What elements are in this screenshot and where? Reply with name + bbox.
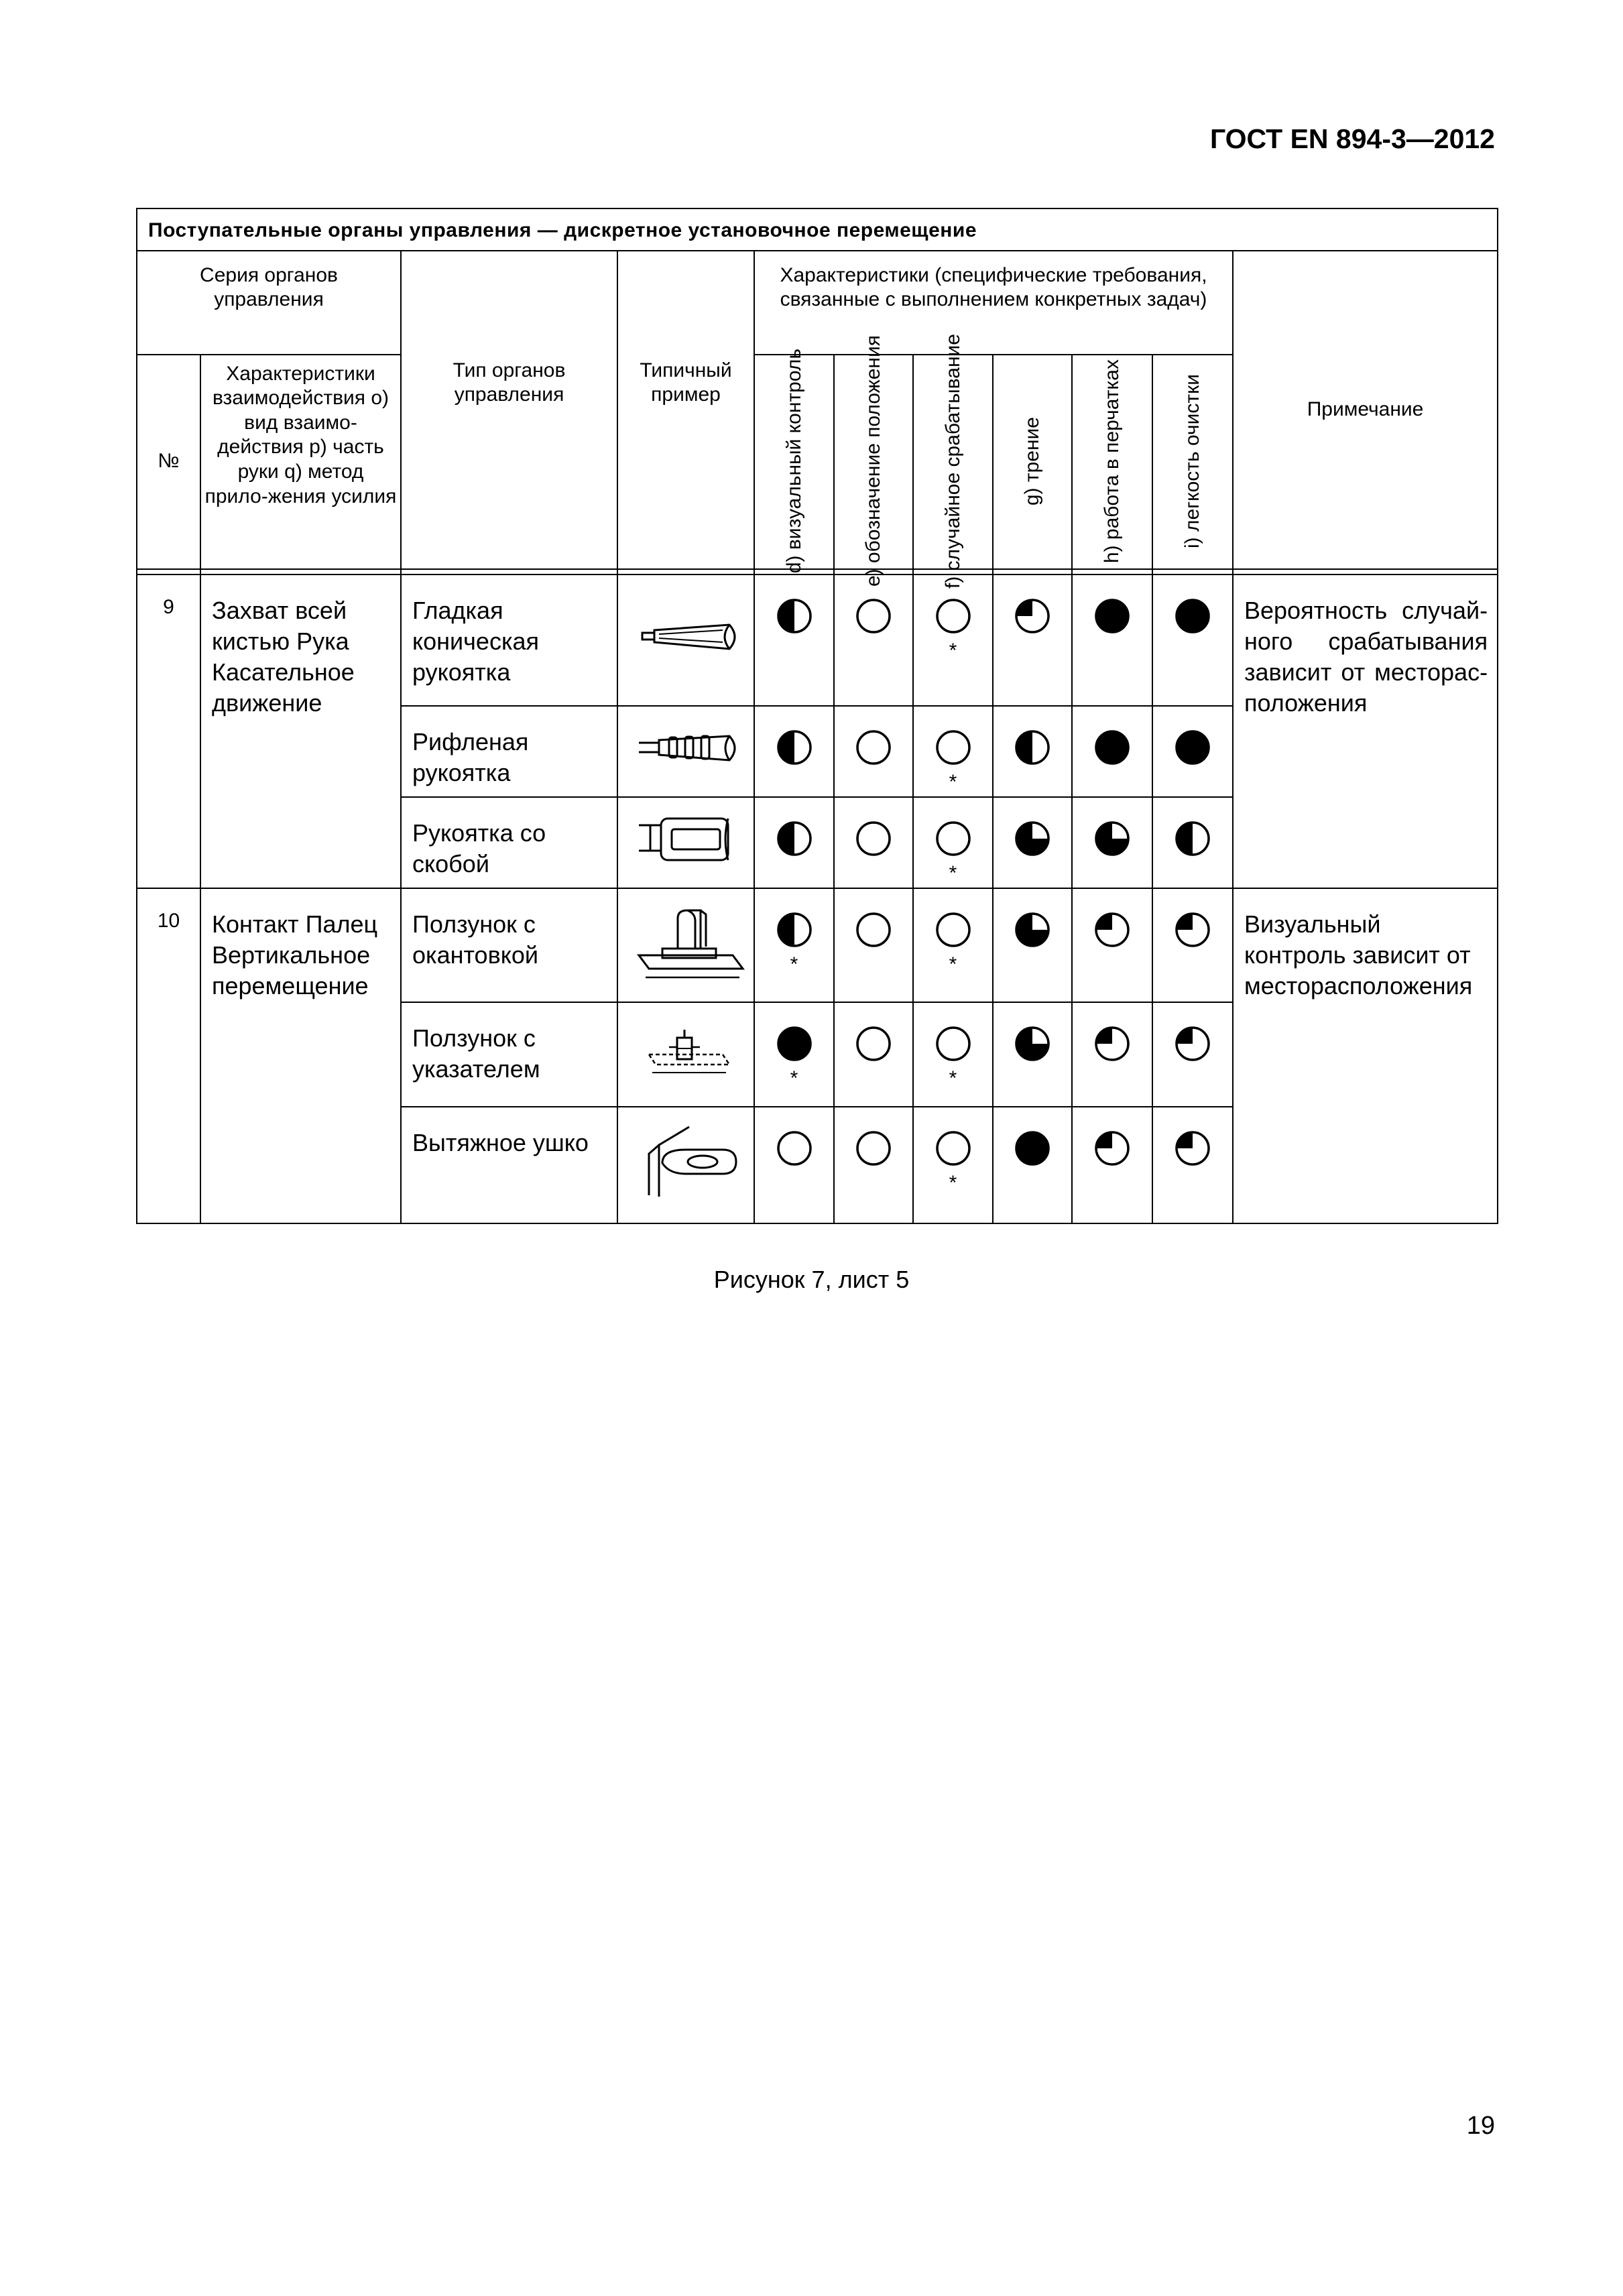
rating-empty-icon — [934, 728, 973, 767]
control-type: Рукоятка со скобой — [401, 797, 617, 888]
mark-cell: * — [913, 888, 993, 1002]
mark-cell: * — [913, 575, 993, 706]
rating-quarter-icon — [1173, 910, 1212, 949]
mark-cell — [754, 575, 834, 706]
control-type: Ползунок с указателем — [401, 1002, 617, 1107]
col-header-gloves: h) работа в перчатках — [1072, 355, 1152, 569]
mark-cell — [1072, 575, 1152, 706]
mark-cell — [1072, 706, 1152, 797]
pointer-slider-icon — [629, 1018, 743, 1085]
mark-cell: * — [754, 1002, 834, 1107]
rating-empty-icon — [854, 597, 893, 636]
rating-full-icon — [1013, 1129, 1052, 1168]
rating-empty-icon — [775, 1129, 814, 1168]
mark-cell — [993, 797, 1072, 888]
control-type: Ползунок с окантовкой — [401, 888, 617, 1002]
rating-empty-icon — [854, 1129, 893, 1168]
document-code: ГОСТ EN 894-3—2012 — [1209, 123, 1495, 154]
rating-full-icon — [1173, 728, 1212, 767]
mark-cell — [993, 1002, 1072, 1107]
rating-quarter-icon — [1093, 1129, 1132, 1168]
rating-empty-icon — [934, 1024, 973, 1063]
mark-cell: * — [913, 797, 993, 888]
rating-empty-icon — [854, 1024, 893, 1063]
mark-cell — [993, 1107, 1072, 1223]
mark-cell — [1152, 706, 1233, 797]
rating-quarter-icon — [1173, 1129, 1212, 1168]
col-header-accidental: f) случайное срабатывание — [913, 355, 993, 569]
mark-cell — [1152, 797, 1233, 888]
row-note: Вероятность случай-ного срабатывания зависит от месторас-положения — [1233, 575, 1498, 888]
note-header: Примечание — [1233, 251, 1498, 569]
ribbed-handle-icon — [629, 721, 743, 775]
mark-cell — [1072, 1107, 1152, 1223]
row-number: 10 — [137, 888, 200, 1223]
rating-empty-icon — [854, 728, 893, 767]
series-header: Серия органов управления — [137, 251, 401, 355]
col-header-position: e) обозначение положения — [834, 355, 913, 569]
mark-cell — [754, 1107, 834, 1223]
mark-cell — [1072, 1002, 1152, 1107]
page-number: 19 — [1466, 2112, 1495, 2140]
controls-table — [136, 208, 1498, 1224]
mark-cell: * — [754, 888, 834, 1002]
mark-cell — [834, 575, 913, 706]
rating-half-icon — [1173, 819, 1212, 858]
mark-cell — [993, 575, 1072, 706]
rating-half-icon — [775, 728, 814, 767]
rating-three-quarter-icon — [1013, 1024, 1052, 1063]
rating-three-quarter-icon — [1093, 819, 1132, 858]
rating-half-icon — [775, 819, 814, 858]
row-number: 9 — [137, 575, 200, 888]
rating-quarter-icon — [1173, 1024, 1212, 1063]
interaction-header: Характеристики взаимодействия o) вид взаимо-действия p) часть руки q) метод прило-жения усилия — [200, 355, 401, 569]
mark-cell: * — [913, 1002, 993, 1107]
mark-cell — [993, 888, 1072, 1002]
mark-cell — [834, 797, 913, 888]
rating-empty-icon — [934, 910, 973, 949]
type-header: Тип органов управления — [401, 251, 617, 569]
rating-full-icon — [1173, 597, 1212, 636]
rating-empty-icon — [934, 819, 973, 858]
characteristics-header: Характеристики (специфические требования, связанные с выполнением конкретных задач) — [754, 251, 1233, 355]
rating-quarter-icon — [1013, 597, 1052, 636]
pull-tab-icon — [629, 1122, 743, 1202]
mark-cell — [1072, 797, 1152, 888]
mark-cell — [1152, 575, 1233, 706]
interaction-description: Контакт Палец Вертикальное перемещение — [200, 888, 401, 1223]
rating-half-icon — [775, 910, 814, 949]
mark-cell — [834, 888, 913, 1002]
smooth-conical-handle-icon — [629, 610, 743, 664]
row-note: Визуальный контроль зависит от месторасположения — [1233, 888, 1498, 1223]
rating-full-icon — [1093, 728, 1132, 767]
mark-cell — [1152, 1002, 1233, 1107]
mark-cell — [1072, 888, 1152, 1002]
header-separator — [137, 569, 1498, 575]
rating-empty-icon — [854, 819, 893, 858]
mark-cell — [1152, 1107, 1233, 1223]
rating-quarter-icon — [1093, 910, 1132, 949]
table-caption: Поступательные органы управления — дискретное установочное перемещение — [137, 208, 1498, 251]
mark-cell — [834, 706, 913, 797]
rating-full-icon — [775, 1024, 814, 1063]
rating-empty-icon — [934, 1129, 973, 1168]
control-type: Вытяжное ушко — [401, 1107, 617, 1223]
figure-caption: Рисунок 7, лист 5 — [713, 1266, 910, 1293]
bracket-handle-icon — [629, 809, 743, 869]
number-header: № — [137, 355, 200, 569]
rating-half-icon — [775, 597, 814, 636]
mark-cell: * — [913, 706, 993, 797]
example-header: Типичный пример — [617, 251, 754, 569]
mark-cell — [834, 1107, 913, 1223]
rating-half-icon — [1013, 728, 1052, 767]
control-type: Рифленая рукоятка — [401, 706, 617, 797]
mark-cell — [754, 706, 834, 797]
col-header-cleaning: i) легкость очистки — [1152, 355, 1233, 569]
mark-cell — [834, 1002, 913, 1107]
table-row — [137, 575, 1498, 706]
col-header-visual: d) визуальный контроль — [754, 355, 834, 569]
mark-cell: * — [913, 1107, 993, 1223]
rating-empty-icon — [854, 910, 893, 949]
mark-cell — [754, 797, 834, 888]
mark-cell — [993, 706, 1072, 797]
rating-quarter-icon — [1093, 1024, 1132, 1063]
rating-three-quarter-icon — [1013, 819, 1052, 858]
col-header-friction: g) трение — [993, 355, 1072, 569]
interaction-description: Захват всей кистью Рука Касательное движение — [200, 575, 401, 888]
control-type: Гладкая коническая рукоятка — [401, 575, 617, 706]
table-row — [137, 888, 1498, 1002]
mark-cell — [1152, 888, 1233, 1002]
rating-empty-icon — [934, 597, 973, 636]
edged-slider-icon — [625, 898, 746, 985]
rating-full-icon — [1093, 597, 1132, 636]
rating-three-quarter-icon — [1013, 910, 1052, 949]
